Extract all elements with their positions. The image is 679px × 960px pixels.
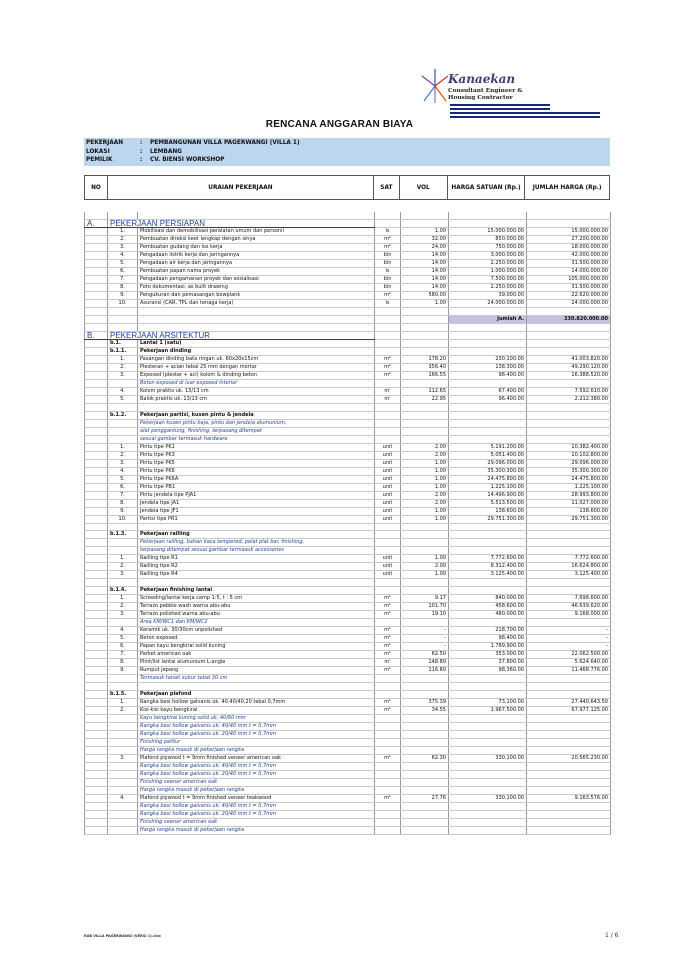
- note-row: Rangka besi hollow galvanis uk. 20/40 mm t = 0,7mm: [85, 730, 611, 738]
- note-row: Harga rangka masuk di pekerjaan rangka: [85, 746, 611, 754]
- note-row: Finishing veener american oak: [85, 818, 611, 826]
- table-row: 9. Rumput jepang m² 116.60 98.360.00 11.468.776.00: [85, 667, 611, 675]
- note-row: Rangka besi hollow galvanis uk. 40/40 mm t = 0,7mm: [85, 802, 611, 810]
- table-row: 7. Pintu jendela tipe PJA1 unit 2.00 14.496.900.00 28.993.800.00: [85, 491, 611, 499]
- subsection-row: b.1. Lantai 1 (satu): [85, 339, 611, 347]
- table-row: 3. Pintu tipe PK5 unit 1.00 29.096.000.00 29.096.000.00: [85, 459, 611, 467]
- table-row: 4. Pintu tipe PK6 unit 1.00 35.300.300.00 35.300.300.00: [85, 467, 611, 475]
- blank-row: [85, 324, 611, 332]
- note-row: Harga rangka masuk di pekerjaan rangka: [85, 826, 611, 834]
- table-row: 2. Plesteran + acian tebal 25 mm dengan mortar m² 356.40 138.300.00 49.290.120.00: [85, 363, 611, 371]
- subsection-row: b.1.3. Pekerjaan railling: [85, 531, 611, 539]
- table-row: 3. Railling tipe R4 unit 1.00 3.125.400.00 3.125.400.00: [85, 571, 611, 579]
- rab-table: [84, 212, 611, 835]
- table-row: 5. Pengadaan air kerja dan jaringannya bln 14.00 2.250.000.00 31.500.000.00: [85, 260, 611, 268]
- info-row: PEKERJAAN : PEMBANGUNAN VILLA PAGERWANGI (VILLA 1): [86, 140, 300, 146]
- note-row: alat penggantung, finishing, terpasang ditempat: [85, 427, 611, 435]
- note-row: Rangka besi hollow galvanis uk. 40/40 mm t = 0,7mm: [85, 762, 611, 770]
- header-no: NO: [85, 176, 108, 199]
- table-row: 8. Plint/list lantai alumunium L-angle m' 148.80 37.800.00 5.624.640.00: [85, 659, 611, 667]
- blank-row: [85, 579, 611, 587]
- subsection-row: b.1.2. Pekerjaan partisi, kusen pintu & jendela: [85, 411, 611, 419]
- blank-row: [85, 403, 611, 411]
- section-row: B. PEKERJAAN ARSITEKTUR: [85, 331, 611, 339]
- subsection-row: b.1.1. Pekerjaan dinding: [85, 347, 611, 355]
- table-row: 2. Railling tipe R2 unit 2.00 8.312.400.00 16.624.800.00: [85, 563, 611, 571]
- page-title: RENCANA ANGGARAN BIAYA: [265, 119, 414, 130]
- table-row: 3. Terrazo polished warna abu-abu m² 19.10 480.000.00 9.168.000.00: [85, 611, 611, 619]
- table-row: 2. Pembuatan direksi keet lengkap dengan sinya m² 32.00 850.000.00 27.200.000.00: [85, 236, 611, 244]
- note-row: Finishing pelitur: [85, 738, 611, 746]
- header-harga: HARGA SATUAN (Rp.): [448, 176, 526, 199]
- logo-contact-bars: [450, 104, 600, 120]
- logo-brand: Kanaekan: [448, 72, 516, 86]
- logo-star-icon: [420, 68, 450, 104]
- table-row: 8. Jendela tipe JA1 unit 2.00 5.513.500.00 11.027.000.00: [85, 499, 611, 507]
- table-row: 1. Rangka besi hollow galvanis uk. 40.40/40.20 tebal 0,7mm m² 375.39 73.100.00 27.440.643.50: [85, 698, 611, 706]
- table-header: [84, 175, 610, 200]
- note-row: Rangka besi hollow galvanis uk. 20/40 mm t = 0,7mm: [85, 770, 611, 778]
- table-row: 4. Kolom praktis uk. 13/13 cm m' 112.65 67.400.00 7.592.610.00: [85, 387, 611, 395]
- table-row: 3. Pembuatan gudang dan los kerja m² 24.00 750.000.00 18.000.000.00: [85, 244, 611, 252]
- note-row: Finishing veener american oak: [85, 778, 611, 786]
- table-row: 1. Railling tipe R1 unit 1.00 7.772.600.00 7.772.600.00: [85, 555, 611, 563]
- table-row: 2. Pintu tipe PK3 unit 2.00 5.051.400.00 10.102.800.00: [85, 451, 611, 459]
- table-row: 6. Pintu tipe PB1 unit 1.00 1.225.100.00 1.225.100.00: [85, 483, 611, 491]
- header-sat: SAT: [374, 176, 400, 199]
- table-row: 8. Foto dokumentasi, as built drawing bln 14.00 2.250.000.00 31.500.000.00: [85, 284, 611, 292]
- note-row: Harga rangka masuk di pekerjaan rangka: [85, 786, 611, 794]
- blank-row: [85, 683, 611, 691]
- note-row: Termasuk tanah subur tebal 30 cm: [85, 675, 611, 683]
- header-jumlah: JUMLAH HARGA (Rp.): [532, 184, 602, 191]
- total-row: Jumlah A. 330.820.000.00: [85, 316, 611, 324]
- table-row: 10. Partisi tipe PR1 unit 1.00 29.751.300.00 29.751.300.00: [85, 515, 611, 523]
- logo-tagline: Consultant Engineer & Housing Contractor: [448, 88, 523, 101]
- table-row: 4. Plafond plywood t = 9mm finished veneer teakwood m² 27.76 330.100.00 9.163.576.00: [85, 794, 611, 802]
- table-row: 6. Papan kayu bengkirai solid kuning m² - 1.789.900.00 -: [85, 643, 611, 651]
- section-row: A. PEKERJAAN PERSIAPAN: [85, 220, 611, 228]
- page-number: 1 / 6: [605, 932, 619, 939]
- info-row: LOKASI : LEMBANG: [86, 148, 182, 155]
- note-row: sesuai gambar termasuk hardware: [85, 435, 611, 443]
- table-row: 6. Pembuatan papan nama proyek ls 14.00 1.000.000.00 14.000.000.00: [85, 268, 611, 276]
- company-logo: [420, 68, 610, 124]
- table-row: 5. Pintu tipe PK6A unit 1.00 24.475.800.00 24.475.800.00: [85, 475, 611, 483]
- note-row: Beton exposed di luar exposed interior: [85, 379, 611, 387]
- table-row: 2. Kisi-kisi kayu bengkirai m² 34.55 1.967.500.00 67.977.125.00: [85, 706, 611, 714]
- table-row: 1. Mobilisasi dan demobilisasi peralatan umum dan personil ls 1.00 15.000.000.00 15.000.000.00: [85, 228, 611, 236]
- table-row: 3. Exposed (plester + aci) kolom & dinding beton m² 166.55 98.400.00 16.388.520.00: [85, 371, 611, 379]
- note-row: Pekerjaan railling, bahan kaca tempered, pelat plat bar, finishing,: [85, 539, 611, 547]
- table-row: 4. Pengadaan listrik kerja dan jaringannya bln 14.00 3.000.000.00 42.000.000.00: [85, 252, 611, 260]
- table-row: 5. Beton exposed m² - 98.400.00 -: [85, 635, 611, 643]
- note-row: Rangka besi hollow galvanis uk. 40/40 mm t = 0,7mm: [85, 722, 611, 730]
- table-row: 1. Pintu tipe PK1 unit 2.00 5.191.200.00 10.382.400.00: [85, 443, 611, 451]
- subsection-row: b.1.5. Pekerjaan plafond: [85, 690, 611, 698]
- table-row: 7. Parket american oak m² 62.50 353.000.00 22.062.500.00: [85, 651, 611, 659]
- info-row: PEMILIK : CV. BIENSI WORKSHOP: [86, 157, 225, 163]
- table-row: 3. Plafond plywood t = 9mm finished veneer american oak m² 62.30 330.100.00 20.565.230.00: [85, 754, 611, 762]
- header-vol: VOL: [400, 176, 448, 199]
- table-row: 5. Balok praktis uk. 13/13 cm m' 22.95 96.400.00 2.212.380.00: [85, 395, 611, 403]
- table-row: 1. Pasangan dinding bata ringan uk. 60x20x15cm m² 178.20 230.100.00 41.003.820.00: [85, 355, 611, 363]
- subsection-row: b.1.4. Pekerjaan finishing lantai: [85, 587, 611, 595]
- table-row: 2. Terrazo pebble wash warna abu-abu m² 101.70 458.600.00 46.639.620.00: [85, 603, 611, 611]
- table-row: 9. Pengukuran dan pemasangan bowplank m² 580.00 39.000.00 22.620.000.00: [85, 292, 611, 300]
- note-row: Area KM/WC1 dan KM/WC2: [85, 619, 611, 627]
- footer-filename: RAB VILLA PAGERWANGI (VERSI 1).xlsx: [84, 934, 161, 938]
- table-row: 7. Pengadaan pengamanan proyek dan sosialisasi bln 14.00 7.500.000.00 105.000.000.00: [85, 276, 611, 284]
- project-info-block: [84, 138, 610, 166]
- note-row: Kayu bengkirai kuning solid uk. 40/60 mm: [85, 714, 611, 722]
- table-row: 1. Screeding/lantai kerja camp 1:5, t : 5 cm m² 9.17 840.000.00 7.698.600.00: [85, 595, 611, 603]
- note-row: terpasang ditempat sesuai gambar termasuk accessories: [85, 547, 611, 555]
- note-row: Pekerjaan kusen pintu baja, pintu dan jendela alumunium,: [85, 419, 611, 427]
- table-row: 10. Asuransi (CAR, TPL dan tenaga kerja) ls 1.00 24.000.000.00 24.000.000.00: [85, 300, 611, 308]
- blank-row: [85, 308, 611, 316]
- header-uraian: URAIAN PEKERJAAN: [108, 176, 374, 199]
- table-row: 4. Keramik uk. 30/30cm unpolished m² - 218.700.00 -: [85, 627, 611, 635]
- table-row: 9. Jendela tipe JF1 unit 1.00 138.600.00 138.600.00: [85, 507, 611, 515]
- blank-row: [85, 212, 611, 220]
- blank-row: [85, 523, 611, 531]
- note-row: Rangka besi hollow galvanis uk. 20/40 mm t = 0,7mm: [85, 810, 611, 818]
